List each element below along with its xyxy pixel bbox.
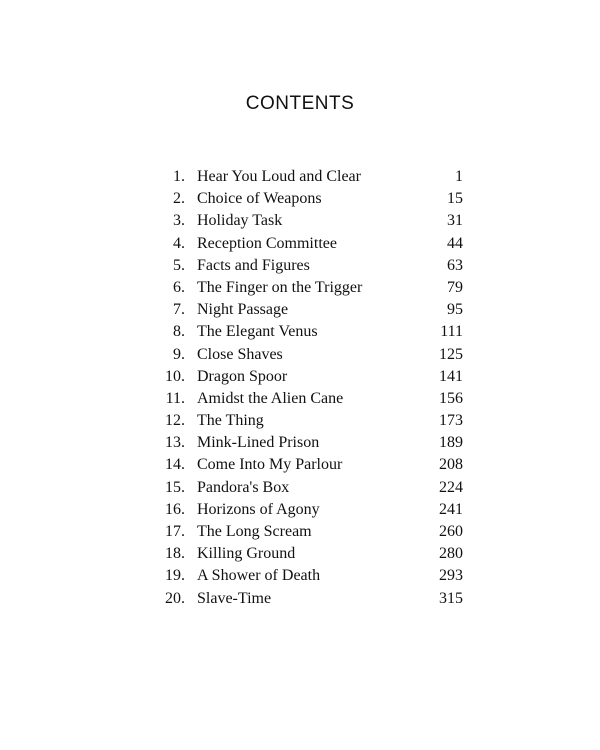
chapter-number: 15. [165, 478, 185, 496]
page-number: 125 [439, 345, 463, 363]
chapter-number: 16. [165, 500, 185, 518]
toc-entry [150, 366, 463, 388]
chapter-title: The Finger on the Trigger [197, 278, 363, 296]
chapter-number: 12. [165, 412, 185, 430]
chapter-title: The Elegant Venus [197, 323, 318, 341]
page-number: 241 [439, 500, 463, 518]
toc-entry [150, 166, 463, 188]
toc-entry [150, 565, 463, 587]
page-number: 141 [439, 367, 463, 385]
chapter-number: 19. [165, 567, 185, 585]
toc-entry [150, 410, 463, 432]
chapter-title: Amidst the Alien Cane [197, 389, 344, 407]
chapter-number: 1. [173, 168, 185, 185]
toc-entry [150, 499, 463, 521]
toc-entry [150, 344, 463, 366]
toc-entry [150, 210, 463, 232]
chapter-title: Reception Committee [197, 234, 337, 252]
page-number: 1 [455, 168, 463, 185]
toc-entry [150, 188, 463, 210]
chapter-number: 4. [173, 234, 185, 252]
chapter-number: 3. [173, 212, 185, 230]
toc-entry [150, 454, 463, 476]
toc-entry [150, 432, 463, 454]
chapter-title: The Long Scream [197, 523, 312, 540]
chapter-title: Slave-Time [197, 589, 272, 607]
chapter-title: Night Passage [197, 301, 289, 319]
toc-entry [150, 233, 463, 255]
page-number: 95 [447, 301, 463, 319]
page-number: 173 [439, 412, 463, 430]
chapter-title: A Shower of Death [197, 567, 321, 585]
toc-entry [150, 299, 463, 321]
toc-entry [150, 543, 463, 565]
chapter-number: 14. [165, 456, 185, 474]
page-number: 189 [439, 434, 463, 452]
chapter-number: 18. [165, 545, 185, 563]
page-number: 156 [439, 389, 463, 407]
page-number: 111 [440, 323, 463, 341]
chapter-title: Killing Ground [197, 545, 296, 563]
toc-entry [150, 277, 463, 299]
contents-heading: CONTENTS [245, 93, 355, 114]
chapter-number: 2. [173, 190, 185, 208]
chapter-title: The Thing [197, 412, 264, 430]
page-number: 31 [447, 212, 463, 230]
page-number: 208 [439, 456, 463, 474]
toc-entry [150, 588, 463, 610]
page-number: 280 [439, 545, 463, 563]
toc-entry [150, 255, 463, 277]
chapter-title: Facts and Figures [197, 256, 310, 274]
chapter-number: 10. [165, 367, 185, 385]
chapter-title: Mink-Lined Prison [197, 434, 320, 452]
chapter-title: Hear You Loud and Clear [197, 168, 361, 185]
page-number: 15 [447, 190, 463, 208]
chapter-number: 17. [165, 523, 185, 540]
chapter-title: Pandora's Box [197, 478, 290, 496]
chapter-title: Come Into My Parlour [197, 456, 343, 474]
table-of-contents [150, 166, 463, 610]
chapter-number: 5. [173, 256, 185, 274]
toc-entry [150, 521, 463, 543]
toc-entry [150, 321, 463, 343]
page-number: 260 [439, 523, 463, 540]
chapter-number: 6. [173, 278, 185, 296]
page-number: 293 [439, 567, 463, 585]
chapter-number: 8. [173, 323, 185, 341]
chapter-title: Choice of Weapons [197, 190, 322, 208]
chapter-title: Dragon Spoor [197, 367, 288, 385]
chapter-number: 9. [173, 345, 185, 363]
chapter-number: 20. [165, 589, 185, 607]
chapter-title: Holiday Task [197, 212, 283, 230]
page-number: 224 [439, 478, 463, 496]
page-number: 63 [447, 256, 463, 274]
chapter-number: 11. [165, 389, 185, 407]
chapter-number: 7. [173, 301, 185, 319]
page-number: 44 [447, 234, 463, 252]
chapter-title: Close Shaves [197, 345, 283, 363]
page-number: 315 [439, 589, 463, 607]
toc-entry [150, 388, 463, 410]
toc-entry [150, 477, 463, 499]
chapter-number: 13. [165, 434, 185, 452]
chapter-title: Horizons of Agony [197, 500, 320, 518]
page-number: 79 [447, 278, 463, 296]
